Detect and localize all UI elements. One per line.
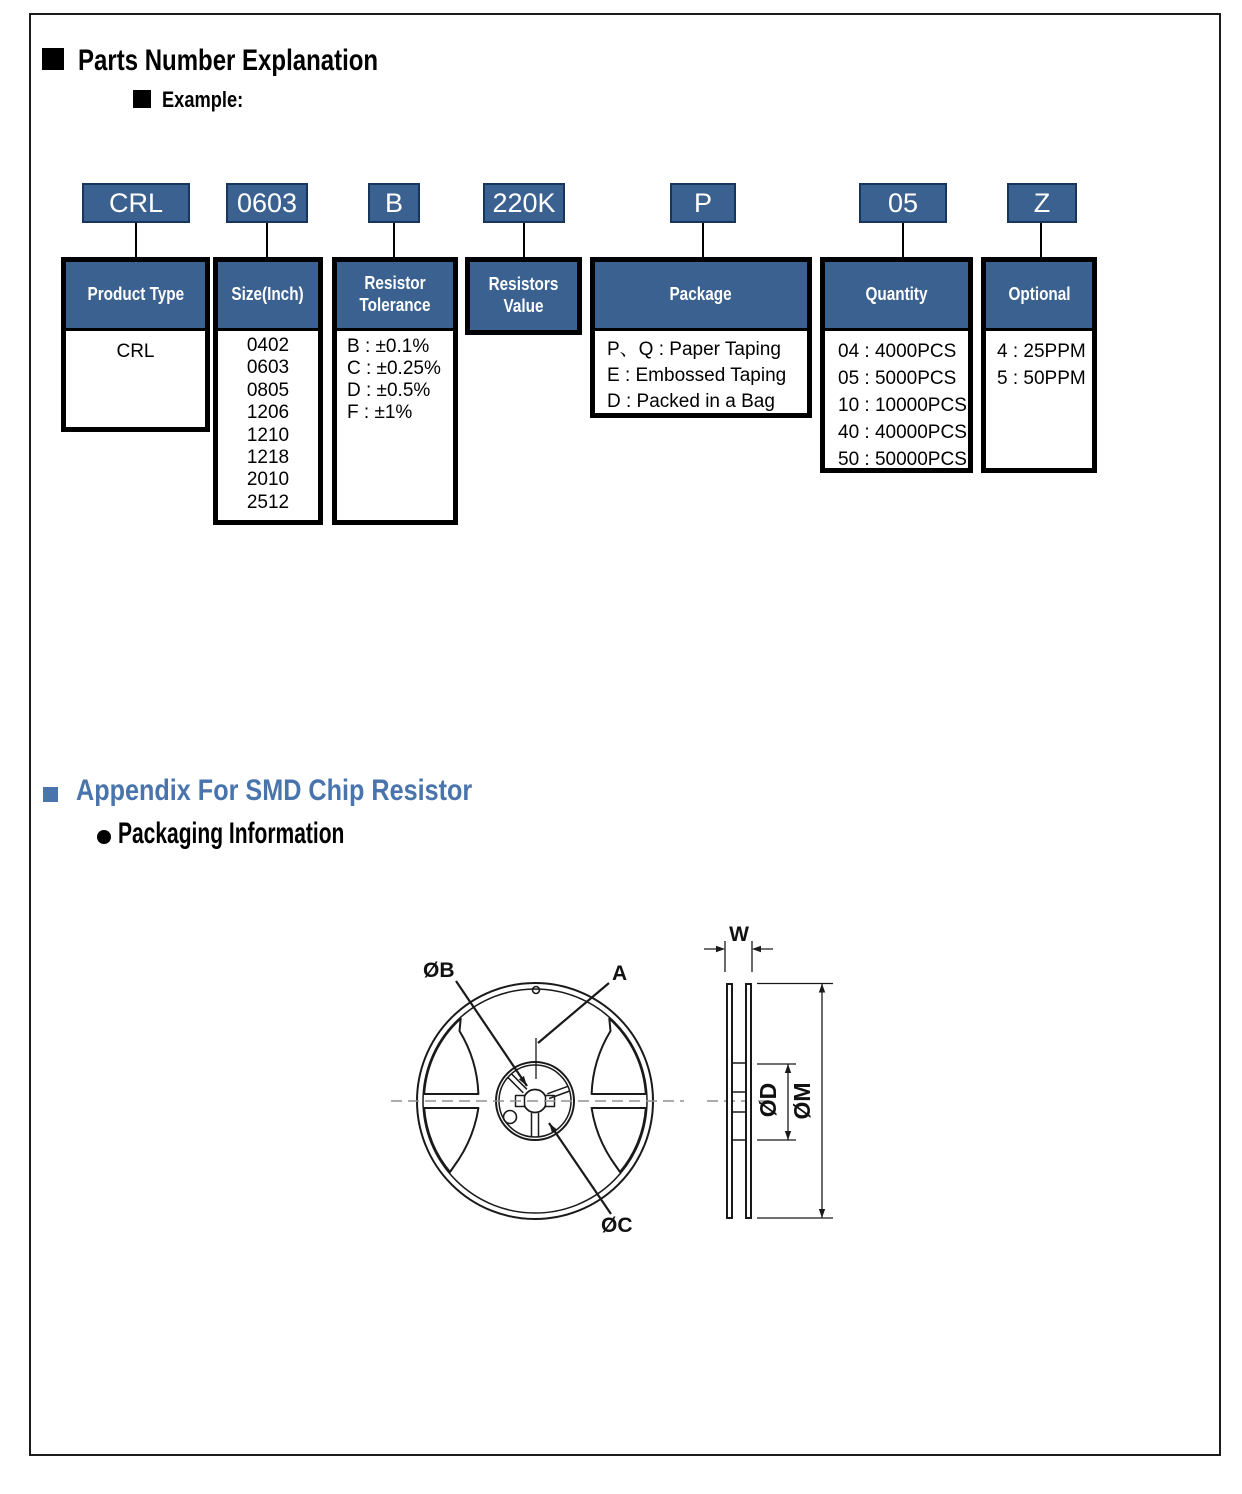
column-package — [590, 257, 812, 418]
column-list — [825, 331, 968, 473]
label-diameter-m: ØM — [789, 1082, 815, 1120]
list-item: 2512 — [246, 491, 290, 513]
part-code-value — [483, 183, 565, 223]
column-header-text: Optional — [1007, 284, 1071, 305]
list-item: 50 : 50000PCS — [838, 449, 967, 470]
column-header — [218, 262, 318, 331]
column-list — [986, 331, 1092, 392]
connector-line — [902, 223, 904, 257]
part-code-size — [226, 183, 308, 223]
label-diameter-d: ØD — [755, 1082, 781, 1118]
list-item: B : ±0.1% — [347, 336, 430, 357]
connector-line — [266, 223, 268, 257]
column-quantity — [820, 257, 973, 473]
column-list — [218, 331, 318, 514]
reel-diagram — [370, 905, 850, 1250]
part-code-package — [670, 183, 736, 223]
column-product-type — [61, 257, 210, 432]
section-square-bullet-icon — [42, 48, 64, 70]
list-item: 1218 — [246, 447, 290, 469]
list-item: 5 : 50PPM — [997, 368, 1086, 389]
list-item: D : ±0.5% — [347, 380, 431, 401]
list-item: 05 : 5000PCS — [838, 368, 957, 389]
list-item: CRL — [116, 341, 155, 362]
connector-line — [702, 223, 704, 257]
packaging-title-text: Packaging Information — [118, 817, 345, 850]
connector-line — [393, 223, 395, 257]
example-square-bullet-icon — [133, 90, 151, 108]
column-header-text: Resistor Tolerance — [359, 273, 431, 315]
column-header-text: Resistors Value — [488, 274, 559, 316]
reel-side-view — [704, 941, 833, 1218]
part-code-optional — [1007, 183, 1077, 223]
list-item: E : Embossed Taping — [607, 365, 787, 386]
list-item: 4 : 25PPM — [997, 341, 1086, 362]
column-header — [470, 262, 577, 330]
part-code-text: 05 — [887, 187, 919, 218]
list-item: D : Packed in a Bag — [607, 391, 775, 412]
connector-line — [1040, 223, 1042, 257]
column-header-text: Size(Inch) — [231, 284, 305, 305]
column-list — [595, 331, 807, 415]
label-a: A — [612, 962, 628, 985]
list-item: 1206 — [246, 402, 290, 424]
packaging-circle-bullet-icon — [97, 830, 111, 844]
label-width-w: W — [729, 923, 749, 946]
list-item: 2010 — [246, 469, 290, 491]
column-header — [825, 262, 968, 331]
list-item: 1210 — [246, 424, 290, 446]
label-hub-diameter-c: ØC — [601, 1214, 633, 1237]
connector-line — [523, 223, 525, 257]
label-hole-diameter-b: ØB — [423, 959, 455, 982]
column-header — [986, 262, 1092, 331]
column-header — [595, 262, 807, 331]
dimension-lines — [704, 941, 833, 1218]
list-item: 0603 — [246, 357, 290, 379]
list-item: 04 : 4000PCS — [838, 341, 957, 362]
column-header-text: Product Type — [87, 284, 184, 305]
page-title-text: Parts Number Explanation — [78, 44, 379, 77]
part-code-text: 220K — [492, 187, 556, 218]
list-item: 40 : 40000PCS — [838, 422, 967, 443]
example-label-text: Example: — [162, 87, 244, 112]
page-title — [78, 44, 453, 78]
part-code-text: P — [693, 187, 712, 218]
part-code-tolerance — [368, 183, 420, 223]
column-tolerance — [332, 257, 458, 525]
column-header — [66, 262, 205, 331]
column-header — [337, 262, 453, 331]
column-list — [66, 331, 205, 365]
column-header-text: Quantity — [865, 284, 928, 305]
column-size — [213, 257, 323, 525]
packaging-title — [118, 817, 441, 851]
appendix-square-bullet-icon — [43, 787, 58, 802]
part-code-quantity — [859, 183, 947, 223]
column-header-text: Package — [669, 284, 733, 305]
list-item: 0402 — [246, 335, 290, 356]
list-item: P、Q : Paper Taping — [607, 339, 781, 360]
column-resistors-value — [465, 257, 582, 335]
list-item: 0805 — [246, 379, 290, 401]
list-item: 10 : 10000PCS — [838, 395, 967, 416]
list-item: F : ±1% — [347, 402, 413, 423]
column-optional — [981, 257, 1097, 473]
part-code-text: 0603 — [236, 187, 298, 218]
part-code-text: B — [384, 187, 403, 218]
example-label — [162, 87, 260, 113]
appendix-title — [76, 774, 548, 808]
part-code-product-type — [82, 183, 190, 223]
column-list — [337, 331, 453, 424]
part-code-text: Z — [1033, 187, 1051, 218]
appendix-title-text: Appendix For SMD Chip Resistor — [76, 774, 473, 807]
connector-line — [135, 223, 137, 257]
part-code-text: CRL — [108, 187, 163, 218]
list-item: C : ±0.25% — [347, 358, 441, 379]
